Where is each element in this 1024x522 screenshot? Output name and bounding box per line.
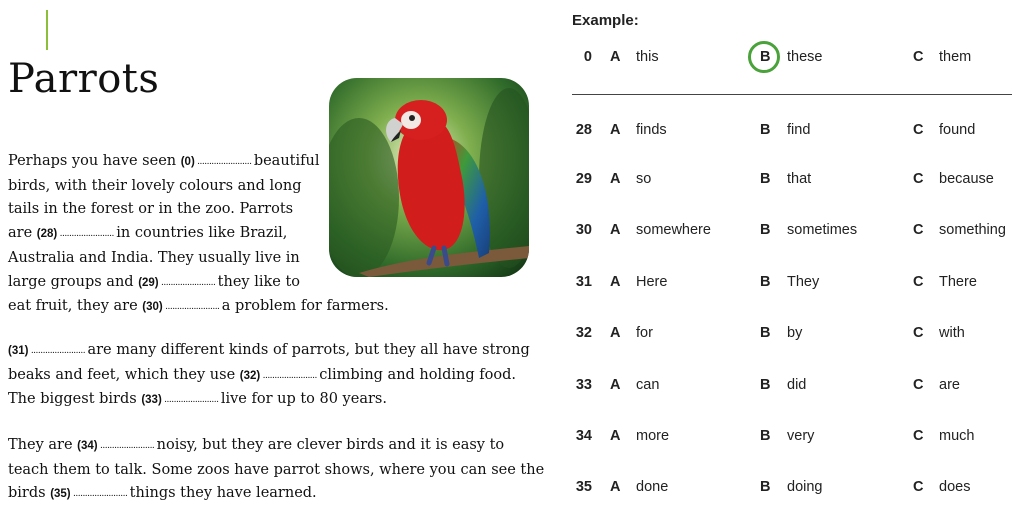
text-line bbox=[8, 295, 389, 320]
gap-number: (35) bbox=[50, 488, 71, 501]
gap-number: (28) bbox=[36, 228, 58, 241]
option-b: that bbox=[787, 171, 812, 187]
question-number: 34 bbox=[575, 428, 592, 444]
option-letter-c: C bbox=[913, 377, 924, 393]
gap-number: (0) bbox=[180, 156, 195, 168]
gap-blank: ....................... bbox=[162, 302, 222, 313]
question-row bbox=[0, 274, 1024, 298]
text-segment: beaks and feet, which they use bbox=[8, 366, 240, 383]
gap-number: (29) bbox=[138, 276, 159, 289]
option-a: more bbox=[636, 428, 670, 444]
option-letter-a: A bbox=[610, 479, 621, 495]
option-b: doing bbox=[787, 479, 823, 495]
text-segment: teach them to talk. Some zoos have parrot shows, where you can see the bbox=[8, 461, 545, 478]
gap-blank: ....................... bbox=[260, 370, 320, 381]
gap-blank: ....................... bbox=[28, 346, 88, 356]
option-a: so bbox=[636, 171, 652, 187]
text-segment: birds, with their lovely colours and long bbox=[8, 177, 302, 194]
text-line bbox=[8, 247, 389, 271]
question-row bbox=[0, 479, 1024, 503]
option-c: does bbox=[939, 479, 971, 495]
text-segment: Australia and India. They usually live in bbox=[8, 249, 300, 266]
option-b: They bbox=[787, 274, 820, 290]
option-letter-c: C bbox=[913, 274, 924, 290]
accent-line bbox=[46, 10, 48, 50]
option-c: are bbox=[939, 377, 960, 393]
question-number: 28 bbox=[575, 122, 592, 138]
text-segment: climbing and holding food. bbox=[319, 366, 517, 383]
question-number: 35 bbox=[575, 479, 592, 495]
question-row bbox=[0, 428, 1024, 452]
option-a: Here bbox=[636, 274, 668, 290]
gap-blank: ....................... bbox=[97, 441, 157, 451]
question-number: 31 bbox=[575, 274, 592, 290]
option-c: with bbox=[939, 325, 965, 341]
option-b: find bbox=[787, 122, 811, 138]
option-letter-c: C bbox=[913, 428, 924, 444]
gap-blank: ....................... bbox=[70, 489, 130, 500]
option-letter-b: B bbox=[760, 325, 771, 341]
question-number: 30 bbox=[575, 222, 592, 238]
text-segment: eat fruit, they are bbox=[8, 298, 143, 315]
option-letter-a: A bbox=[610, 428, 621, 444]
option-letter-b: B bbox=[760, 171, 771, 187]
option-a: finds bbox=[636, 122, 667, 138]
gap-blank: ....................... bbox=[161, 395, 221, 406]
answer-circle-icon bbox=[748, 41, 780, 73]
option-letter-c: C bbox=[913, 122, 924, 138]
question-row bbox=[0, 122, 1024, 146]
gap-number: (31) bbox=[8, 345, 29, 357]
text-segment: in countries like Brazil, bbox=[116, 225, 288, 242]
text-segment: beautiful bbox=[253, 153, 320, 169]
option-letter-a: A bbox=[610, 325, 621, 341]
option-letter-b: B bbox=[760, 479, 771, 495]
option-c: because bbox=[939, 171, 994, 187]
example-label: Example: bbox=[572, 12, 639, 29]
gap-number: (34) bbox=[77, 440, 98, 452]
question-number: 0 bbox=[583, 49, 592, 65]
option-letter-c: C bbox=[913, 325, 924, 341]
option-letter-a: A bbox=[610, 377, 621, 393]
question-row bbox=[0, 222, 1024, 246]
text-segment: Perhaps you have seen bbox=[8, 153, 181, 169]
question-row bbox=[0, 377, 1024, 401]
text-segment: The biggest birds bbox=[8, 391, 142, 408]
option-letter-b: B bbox=[760, 49, 771, 65]
text-line bbox=[8, 198, 389, 222]
option-b: sometimes bbox=[787, 222, 858, 238]
gap-blank: ....................... bbox=[158, 277, 218, 288]
question-row bbox=[0, 171, 1024, 195]
option-c: found bbox=[939, 122, 976, 138]
divider bbox=[572, 94, 1012, 95]
text-segment: large groups and bbox=[8, 273, 139, 290]
gap-number: (33) bbox=[141, 394, 162, 407]
option-letter-a: A bbox=[610, 222, 621, 238]
page-title: Parrots bbox=[8, 56, 160, 102]
text-segment: are many different kinds of parrots, but they all have strong bbox=[87, 342, 530, 358]
option-a: this bbox=[636, 49, 659, 65]
option-letter-c: C bbox=[913, 171, 924, 187]
option-a: for bbox=[636, 325, 653, 341]
text-segment: live for up to 80 years. bbox=[220, 391, 387, 408]
option-b: these bbox=[787, 49, 823, 65]
option-a: done bbox=[636, 479, 669, 495]
option-b: did bbox=[787, 377, 807, 393]
question-number: 32 bbox=[575, 325, 592, 341]
option-letter-b: B bbox=[760, 122, 771, 138]
text-segment: They are bbox=[8, 437, 78, 453]
option-a: somewhere bbox=[636, 222, 711, 238]
option-letter-c: C bbox=[913, 49, 924, 65]
option-letter-a: A bbox=[610, 274, 621, 290]
option-letter-b: B bbox=[760, 222, 771, 238]
gap-number: (30) bbox=[142, 301, 163, 314]
option-letter-b: B bbox=[760, 377, 771, 393]
gap-number: (32) bbox=[239, 369, 261, 382]
option-c: something bbox=[939, 222, 1006, 238]
gap-blank: ....................... bbox=[57, 229, 117, 240]
text-segment: things they have learned. bbox=[129, 485, 317, 502]
option-letter-c: C bbox=[913, 222, 924, 238]
option-letter-a: A bbox=[610, 49, 621, 65]
option-letter-a: A bbox=[610, 171, 621, 187]
option-c: them bbox=[939, 49, 972, 65]
question-row bbox=[0, 325, 1024, 349]
text-segment: are bbox=[8, 225, 37, 242]
option-c: much bbox=[939, 428, 975, 444]
option-letter-a: A bbox=[610, 122, 621, 138]
option-letter-b: B bbox=[760, 428, 771, 444]
question-number: 33 bbox=[575, 377, 592, 393]
option-a: can bbox=[636, 377, 660, 393]
example-row bbox=[0, 49, 1024, 73]
gap-blank: ....................... bbox=[194, 157, 254, 167]
text-segment: noisy, but they are clever birds and it is easy to bbox=[156, 437, 505, 453]
option-b: very bbox=[787, 428, 815, 444]
text-segment: tails in the forest or in the zoo. Parrots bbox=[8, 201, 294, 218]
option-c: There bbox=[939, 274, 977, 290]
option-letter-b: B bbox=[760, 274, 771, 290]
text-segment: birds bbox=[8, 485, 51, 502]
option-b: by bbox=[787, 325, 803, 341]
option-letter-c: C bbox=[913, 479, 924, 495]
text-segment: they like to bbox=[217, 273, 301, 290]
question-number: 29 bbox=[575, 171, 592, 187]
text-segment: a problem for farmers. bbox=[221, 298, 389, 315]
